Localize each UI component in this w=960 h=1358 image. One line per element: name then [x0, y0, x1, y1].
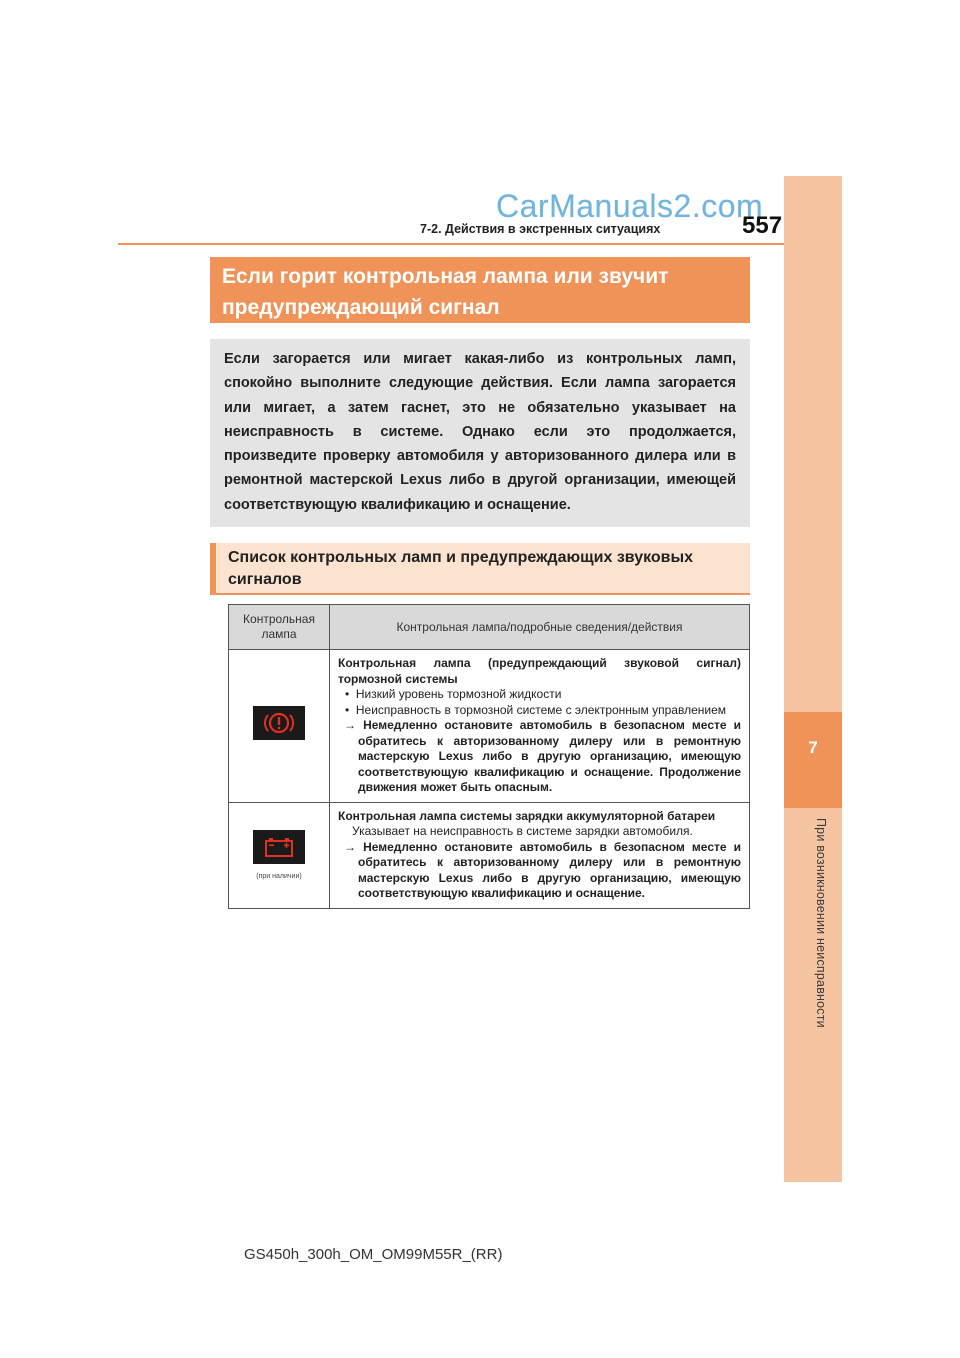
details-cell [330, 802, 750, 908]
bullet-text: Неисправность в тормозной системе с электронным управлением [355, 702, 726, 717]
column-header-lamp: Контрольная лампа [229, 605, 330, 650]
table-row [229, 802, 750, 908]
lamp-title: Контрольная лампа системы зарядки аккумуляторной батареи [338, 808, 716, 823]
icon-cell [229, 802, 330, 908]
page-title: Если горит контрольная лампа или звучит предупреждающий сигнал [210, 257, 750, 323]
warning-lights-table [228, 604, 750, 909]
action-text [338, 718, 741, 796]
intro-text: Если загорается или мигает какая-либо из контрольных ламп, спокойно выполните следующие действия. Если лампа загорается или мигает, а затем гаснет, это не обязательно указывает на неисправность в системе. Однако если это продолжается, произведите проверку автомобиля у авторизованного дилера или в ремонтной мастерской Lexus либо в другой организации, имеющей соответствующую квалификацию и оснащение. [210, 339, 750, 527]
chapter-marker [784, 712, 842, 808]
list-item [338, 703, 741, 719]
bullet-symbol: • [345, 702, 350, 717]
brake-warning-icon [253, 706, 305, 740]
details-cell [330, 650, 750, 803]
document-code: GS450h_300h_OM_OM99M55R_(RR) [244, 1246, 503, 1263]
list-item [338, 687, 741, 703]
page-number: 557 [742, 212, 783, 239]
action-body: Немедленно остановите автомобиль в безопасном месте и обратитесь к авторизованному дилеру или в ремонтную мастерскую Lexus либо в другую организацию, имеющую соответствующую квалификацию и оснащение. [358, 839, 741, 900]
lamp-title: Контрольная лампа (предупреждающий звуковой сигнал) тормозной системы [338, 656, 741, 686]
icon-cell [229, 650, 330, 803]
chapter-title: При возникновении неисправности [814, 818, 828, 1028]
arrow-symbol: → [344, 718, 356, 732]
action-body: Немедленно остановите автомобиль в безопасном месте и обратитесь к авторизованному дилеру или в ремонтную мастерскую Lexus либо в другую организацию, имеющую соответствующую квалификацию и оснащение. Продолжение движения может быть опасным. [358, 718, 741, 794]
section-heading: Список контрольных ламп и предупреждающих звуковых сигналов [210, 543, 750, 595]
chapter-number: 7 [808, 738, 818, 757]
column-header-details: Контрольная лампа/подробные сведения/действия [330, 605, 750, 650]
table-header-row [229, 605, 750, 650]
bullet-symbol: • [345, 687, 350, 701]
availability-note: (при наличии) [256, 873, 302, 880]
description-text: Указывает на неисправность в системе зарядки автомобиля. [352, 824, 693, 838]
battery-warning-icon [253, 830, 305, 864]
action-text [338, 840, 741, 902]
header-divider [118, 243, 784, 245]
watermark-logo: CarManuals2.com [496, 188, 764, 224]
table-row [229, 650, 750, 803]
arrow-symbol: → [344, 839, 356, 854]
section-reference: 7-2. Действия в экстренных ситуациях [420, 222, 661, 236]
bullet-text: Низкий уровень тормозной жидкости [355, 687, 562, 701]
